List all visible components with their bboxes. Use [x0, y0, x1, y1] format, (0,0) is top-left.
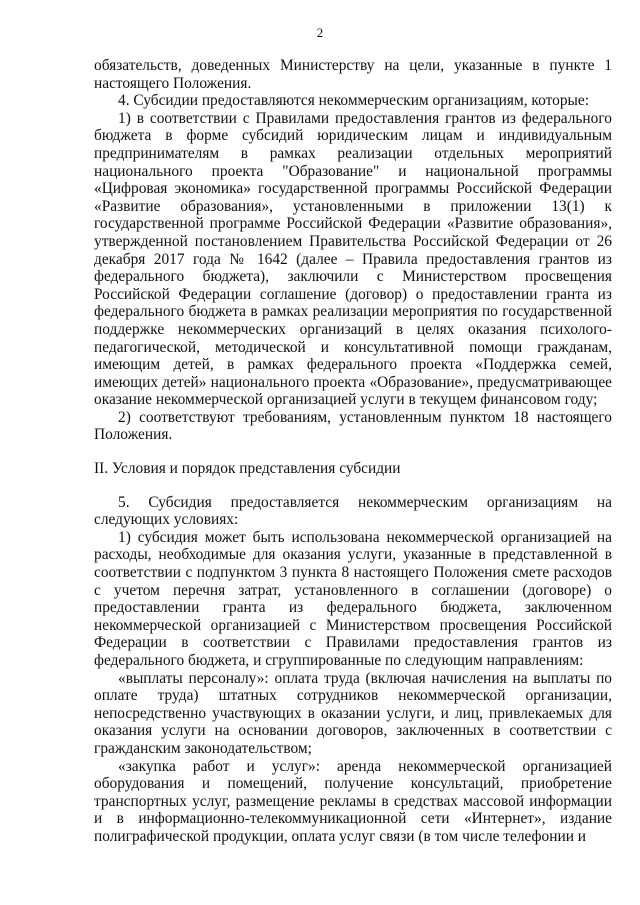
- paragraph-item-4-1: 1) в соответствии с Правилами предоставления грантов из федерального бюджета в форме субсидий юридическим лицам и индивидуальным предпринимателям в рамках реализации отдельных мероприятий национального проекта "Образование" и национальной программы «Цифровая экономика» государственной программы Российской Федерации «Развитие образования», установленными в приложении 13(1) к государственной программе Российской Федерации «Развитие образования», утвержденной постановлением Правительства Российской Федерации от 26 декабря 2017 года № 1642 (далее – Правила предоставления грантов из федерального бюджета), заключили с Министерством просвещения Российской Федерации соглашение (договор) о предоставлении гранта из федерального бюджета в рамках реализации мероприятия по государственной поддержке некоммерческих организаций в целях оказания психолого-педагогической, методической и консультативной помощи гражданам, имеющим детей, в рамках федерального проекта «Поддержка семей, имеющих детей» национального проекта «Образование», предусматривающее оказание некоммерческой организацией услуги в текущем финансовом году;: [94, 109, 612, 409]
- paragraph-procurement: «закупка работ и услуг»: аренда некоммерческой организацией оборудования и помещений, получение консультаций, приобретение транспортных услуг, размещение рекламы в средствах массовой информации и в информационно-телекоммуникационной сети «Интернет», издание полиграфической продукции, оплата услуг связи (в том числе телефонии и: [94, 757, 612, 845]
- paragraph-item-5-1: 1) субсидия может быть использована некоммерческой организацией на расходы, необходимые для оказания услуги, указанные в представленной в соответствии с подпунктом 3 пункта 8 настоящего Положения смете расходов с учетом перечня затрат, установленного в соглашении (договоре) о предоставлении гранта из федерального бюджета, заключенном некоммерческой организацией с Министерством просвещения Российской Федерации в соответствии с Правилами предоставления грантов из федерального бюджета, и сгруппированные по следующим направлениям:: [94, 528, 612, 669]
- document-body: [94, 57, 612, 846]
- section-heading: II. Условия и порядок представления субсидии: [94, 460, 401, 478]
- paragraph-item-4: 4. Субсидии предоставляются некоммерческим организациям, которые:: [118, 92, 589, 110]
- page-number: 2: [316, 25, 324, 40]
- paragraph-staff-payments: «выплаты персоналу»: оплата труда (включая начисления на выплаты по оплате труда) штатных сотрудников некоммерческой организации, непосредственно участвующих в оказании услуги, и лиц, привлекаемых для оказания услуги на основании договоров, заключенных в соответствии с гражданским законодательством;: [94, 669, 612, 757]
- paragraph-continuation: обязательств, доведенных Министерству на цели, указанные в пункте 1 настоящего Положения.: [94, 57, 612, 92]
- paragraph-item-5: 5. Субсидия предоставляется некоммерческим организациям на следующих условиях:: [94, 493, 612, 529]
- paragraph-item-4-2: 2) соответствуют требованиям, установленным пунктом 18 настоящего Положения.: [94, 408, 612, 444]
